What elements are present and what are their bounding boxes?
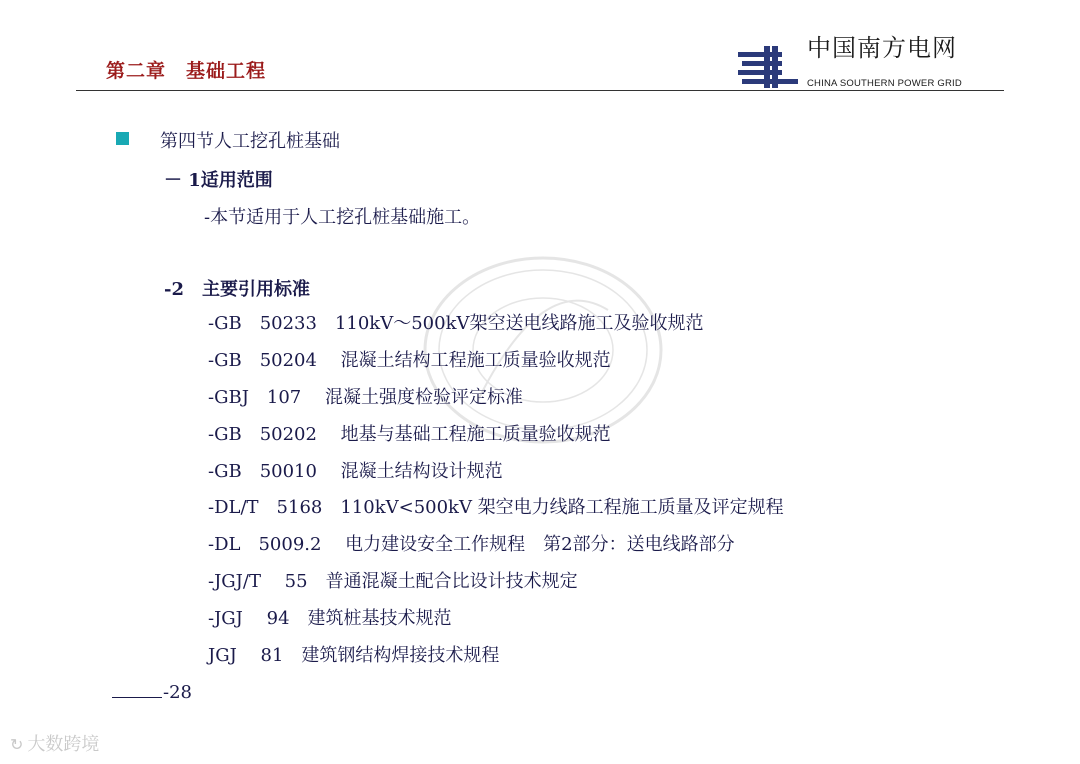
scope-heading: － 1适用范围 xyxy=(164,170,273,191)
logo-chinese-name: 中国南方电网 xyxy=(807,34,957,62)
standard-item: -DL 5009.2 电力建设安全工作规程 第2部分：送电线路部分 xyxy=(208,534,735,556)
power-grid-logo-icon xyxy=(738,46,798,88)
standard-item: -GB 50202 地基与基础工程施工质量验收规范 xyxy=(208,423,611,445)
section-title: 第四节人工挖孔桩基础 xyxy=(160,131,340,152)
standard-item: JGJ 81 建筑钢结构焊接技术规程 xyxy=(208,645,500,667)
logo-english-name: CHINA SOUTHERN POWER GRID xyxy=(807,78,962,89)
source-brand-icon: ↻ xyxy=(10,735,24,754)
standard-item: -DL/T 5168 110kV<500kV 架空电力线路工程施工质量及评定规程 xyxy=(208,497,784,519)
standard-item: -JGJ/T 55 普通混凝土配合比设计技术规定 xyxy=(208,571,578,593)
source-watermark xyxy=(10,730,99,756)
scope-text: -本节适用于人工挖孔桩基础施工。 xyxy=(204,207,481,228)
standards-heading: -2 主要引用标准 xyxy=(164,279,310,300)
standard-item: -GB 50204 混凝土结构工程施工质量验收规范 xyxy=(208,349,611,371)
standard-item: -JGJ 94 建筑桩基技术规范 xyxy=(208,608,452,630)
page-number-text: -28 xyxy=(163,682,192,703)
header-divider xyxy=(76,90,1004,91)
chapter-title: 第二章 基础工程 xyxy=(106,60,267,82)
standard-item: -GB 50233 110kV～500kV架空送电线路施工及验收规范 xyxy=(208,313,704,334)
source-name: 大数跨境 xyxy=(27,734,100,755)
square-bullet-icon xyxy=(116,132,129,145)
standards-list xyxy=(208,312,784,681)
page-number xyxy=(112,682,192,703)
standard-item: -GB 50010 混凝土结构设计规范 xyxy=(208,460,503,482)
page-number-underline xyxy=(112,683,162,698)
standard-item: -GBJ 107 混凝土强度检验评定标准 xyxy=(208,386,523,408)
